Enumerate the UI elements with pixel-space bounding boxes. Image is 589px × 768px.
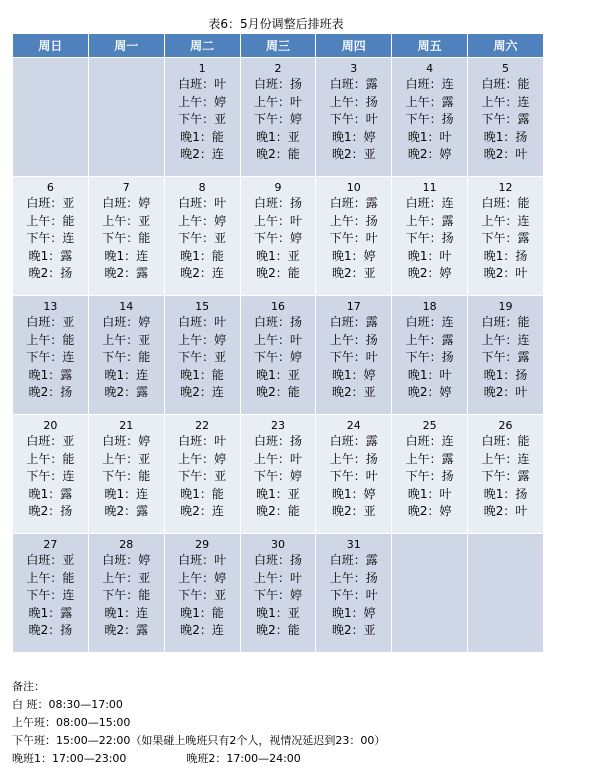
shift-assignment: 晚1：亚: [256, 486, 300, 501]
day-number: 4: [426, 62, 434, 75]
table-title: 表6：5月份调整后排班表: [208, 17, 344, 31]
shift-assignment: 晚1：叶: [407, 248, 452, 263]
shift-assignment: 上午：连: [481, 332, 530, 347]
shift-assignment: 白班：婷: [102, 434, 151, 448]
week-row: [13, 296, 544, 415]
shift-assignment: 白班：扬: [253, 196, 302, 210]
day-cell: [88, 415, 164, 534]
shift-assignment: 晚1：婷: [331, 486, 376, 501]
week-row: [13, 534, 544, 653]
shift-assignment: 上午：露: [405, 94, 454, 109]
note-afternoon-shift: 下午班：15:00—22:00（如果碰上晚班只有2个人，视情况延迟到23：00）: [12, 734, 386, 747]
day-number: 1: [198, 62, 206, 75]
day-number: 14: [119, 300, 134, 313]
day-cell: [88, 177, 164, 296]
day-cell: [240, 58, 316, 177]
shift-assignment: 白班：扬: [253, 553, 302, 567]
day-number: 15: [195, 300, 210, 313]
shift-assignment: 下午：叶: [329, 350, 378, 365]
note-day-shift: 白 班：08:30—17:00: [12, 698, 123, 711]
weekday-header: 周二: [164, 34, 240, 58]
day-number: 25: [422, 419, 437, 432]
empty-day-cell: [468, 534, 544, 653]
shift-assignment: 白班：亚: [26, 553, 75, 567]
day-cell: [13, 534, 89, 653]
shift-assignment: 上午：扬: [329, 332, 378, 347]
day-number: 23: [270, 419, 285, 432]
shift-assignment: 上午：露: [405, 213, 454, 228]
shift-assignment: 晚2：连: [180, 623, 224, 638]
shift-assignment: 下午：婷: [253, 469, 302, 484]
day-cell: [164, 415, 240, 534]
shift-assignment: 下午：露: [481, 231, 530, 246]
shift-assignment: 上午：扬: [329, 451, 378, 466]
shift-assignment: 晚2：叶: [483, 504, 528, 519]
shift-assignment: 晚2：连: [180, 266, 224, 281]
shift-assignment: 上午：能: [26, 570, 75, 585]
day-cell: [13, 177, 89, 296]
day-number: 21: [119, 419, 134, 432]
shift-assignment: 上午：叶: [253, 213, 302, 228]
weekday-header: 周日: [13, 34, 89, 58]
shift-assignment: 晚1：连: [104, 367, 149, 382]
day-number: 28: [119, 538, 134, 551]
shift-assignment: 晚2：露: [104, 385, 149, 400]
day-number: 30: [270, 538, 285, 551]
note-night2: 晚班2：17:00—24:00: [186, 752, 301, 765]
day-cell: [468, 58, 544, 177]
day-number: 6: [46, 181, 54, 194]
shift-assignment: 白班：连: [405, 196, 454, 210]
shift-assignment: 晚1：连: [104, 605, 149, 620]
shift-assignment: 上午：叶: [253, 451, 302, 466]
weekday-header-row: [13, 34, 544, 58]
day-cell: [240, 534, 316, 653]
shift-assignment: 上午：婷: [178, 570, 227, 585]
shift-assignment: 晚1：扬: [483, 248, 528, 263]
day-cell: [468, 177, 544, 296]
shift-assignment: 下午：婷: [253, 231, 302, 246]
day-number: 20: [43, 419, 58, 432]
shift-assignment: 晚1：露: [28, 248, 73, 263]
shift-assignment: 晚1：婷: [331, 605, 376, 620]
shift-assignment: 下午：露: [481, 350, 530, 365]
shift-assignment: 下午：叶: [329, 112, 378, 127]
shift-assignment: 白班：亚: [26, 315, 75, 329]
shift-assignment: 上午：连: [481, 213, 530, 228]
day-cell: [88, 534, 164, 653]
shift-assignment: 上午：露: [405, 451, 454, 466]
day-cell: [164, 534, 240, 653]
shift-assignment: 白班：露: [329, 315, 378, 329]
day-cell: [164, 58, 240, 177]
shift-assignment: 晚2：扬: [28, 266, 73, 281]
note-night-shifts: [12, 750, 385, 768]
shift-assignment: 白班：扬: [253, 77, 302, 91]
shift-assignment: 晚2：露: [104, 504, 149, 519]
shift-assignment: 下午：扬: [405, 350, 454, 365]
weekday-header: 周六: [468, 34, 544, 58]
shift-assignment: 白班：露: [329, 77, 378, 91]
day-number: 19: [498, 300, 513, 313]
shift-assignment: 下午：叶: [329, 588, 378, 603]
shift-assignment: 白班：婷: [102, 553, 151, 567]
notes-heading: 备注：: [12, 680, 45, 693]
shift-assignment: 晚1：露: [28, 605, 73, 620]
day-number: 18: [422, 300, 437, 313]
week-row: [13, 415, 544, 534]
shift-assignment: 上午：叶: [253, 570, 302, 585]
empty-day-cell: [392, 534, 468, 653]
shift-assignment: 下午：扬: [405, 469, 454, 484]
schedule-table: [12, 33, 544, 653]
shift-assignment: 晚2：能: [256, 623, 300, 638]
day-number: 2: [274, 62, 282, 75]
day-number: 16: [270, 300, 285, 313]
week-row: [13, 58, 544, 177]
shift-assignment: 晚1：扬: [483, 486, 528, 501]
shift-assignment: 白班：能: [481, 77, 530, 91]
shift-assignment: 晚1：亚: [256, 248, 300, 263]
day-cell: [13, 296, 89, 415]
shift-assignment: 晚2：连: [180, 504, 224, 519]
shift-assignment: 白班：叶: [178, 315, 227, 329]
day-number: 9: [274, 181, 282, 194]
shift-assignment: 白班：亚: [26, 196, 75, 210]
shift-assignment: 晚2：亚: [331, 266, 376, 281]
shift-assignment: 白班：露: [329, 434, 378, 448]
day-cell: [88, 296, 164, 415]
shift-assignment: 白班：连: [405, 434, 454, 448]
shift-assignment: 晚2：能: [256, 147, 300, 162]
shift-assignment: 下午：能: [102, 469, 151, 484]
shift-assignment: 晚2：连: [180, 147, 224, 162]
shift-assignment: 下午：连: [26, 588, 75, 603]
shift-assignment: 白班：叶: [178, 434, 227, 448]
shift-assignment: 下午：扬: [405, 112, 454, 127]
shift-assignment: 晚1：叶: [407, 486, 452, 501]
shift-assignment: 上午：叶: [253, 94, 302, 109]
shift-assignment: 上午：婷: [178, 94, 227, 109]
shift-assignment: 晚2：扬: [28, 623, 73, 638]
shift-assignment: 晚2：露: [104, 623, 149, 638]
shift-assignment: 白班：能: [481, 196, 530, 210]
shift-assignment: 下午：能: [102, 231, 151, 246]
day-number: 3: [350, 62, 358, 75]
shift-assignment: 下午：亚: [178, 588, 227, 603]
shift-assignment: 晚2：连: [180, 385, 224, 400]
shift-assignment: 下午：亚: [178, 112, 227, 127]
shift-assignment: 下午：婷: [253, 350, 302, 365]
day-number: 24: [346, 419, 361, 432]
empty-day-cell: [13, 58, 89, 177]
shift-assignment: 晚2：婷: [407, 266, 452, 281]
shift-assignment: 白班：连: [405, 77, 454, 91]
shift-assignment: 下午：叶: [329, 469, 378, 484]
day-cell: [468, 415, 544, 534]
shift-assignment: 白班：叶: [178, 196, 227, 210]
shift-assignment: 下午：露: [481, 112, 530, 127]
shift-assignment: 晚1：婷: [331, 248, 376, 263]
shift-assignment: 晚2：露: [104, 266, 149, 281]
shift-assignment: 下午：婷: [253, 588, 302, 603]
shift-assignment: 晚1：能: [180, 367, 224, 382]
day-cell: [392, 296, 468, 415]
shift-assignment: 上午：连: [481, 451, 530, 466]
shift-assignment: 晚1：能: [180, 248, 224, 263]
shift-assignment: 白班：扬: [253, 434, 302, 448]
shift-assignment: 晚2：扬: [28, 504, 73, 519]
shift-assignment: 白班：能: [481, 434, 530, 448]
shift-assignment: 上午：连: [481, 94, 530, 109]
shift-assignment: 上午：扬: [329, 570, 378, 585]
day-number: 26: [498, 419, 513, 432]
shift-assignment: 晚1：能: [180, 605, 224, 620]
day-number: 12: [498, 181, 513, 194]
shift-assignment: 白班：露: [329, 553, 378, 567]
day-number: 27: [43, 538, 58, 551]
day-number: 5: [502, 62, 510, 75]
day-number: 22: [195, 419, 210, 432]
shift-assignment: 晚2：叶: [483, 266, 528, 281]
shift-assignment: 晚1：亚: [256, 129, 300, 144]
day-number: 17: [346, 300, 361, 313]
notes-section: [12, 678, 385, 768]
shift-assignment: 晚1：婷: [331, 129, 376, 144]
shift-assignment: 晚1：连: [104, 248, 149, 263]
shift-assignment: 晚1：能: [180, 129, 224, 144]
shift-assignment: 上午：能: [26, 213, 75, 228]
shift-assignment: 白班：亚: [26, 434, 75, 448]
shift-assignment: 晚2：能: [256, 385, 300, 400]
shift-assignment: 白班：扬: [253, 315, 302, 329]
day-cell: [316, 534, 392, 653]
shift-assignment: 晚2：亚: [331, 147, 376, 162]
shift-assignment: 晚2：婷: [407, 385, 452, 400]
shift-assignment: 晚2：亚: [331, 623, 376, 638]
shift-assignment: 白班：叶: [178, 553, 227, 567]
day-cell: [316, 58, 392, 177]
day-number: 13: [43, 300, 58, 313]
shift-assignment: 白班：连: [405, 315, 454, 329]
shift-assignment: 白班：露: [329, 196, 378, 210]
shift-assignment: 上午：婷: [178, 451, 227, 466]
week-row: [13, 177, 544, 296]
shift-assignment: 上午：亚: [102, 570, 151, 585]
day-cell: [316, 415, 392, 534]
shift-assignment: 上午：亚: [102, 332, 151, 347]
shift-assignment: 晚1：露: [28, 367, 73, 382]
shift-assignment: 下午：亚: [178, 469, 227, 484]
shift-assignment: 晚2：扬: [28, 385, 73, 400]
shift-assignment: 晚2：能: [256, 504, 300, 519]
shift-assignment: 晚1：婷: [331, 367, 376, 382]
shift-assignment: 晚1：扬: [483, 129, 528, 144]
day-cell: [240, 415, 316, 534]
shift-assignment: 晚1：叶: [407, 129, 452, 144]
day-number: 10: [346, 181, 361, 194]
weekday-header: 周五: [392, 34, 468, 58]
shift-assignment: 晚2：能: [256, 266, 300, 281]
shift-assignment: 晚1：连: [104, 486, 149, 501]
shift-assignment: 下午：婷: [253, 112, 302, 127]
shift-assignment: 下午：亚: [178, 350, 227, 365]
shift-assignment: 晚2：亚: [331, 385, 376, 400]
calendar-body: [13, 58, 544, 653]
shift-assignment: 下午：亚: [178, 231, 227, 246]
day-cell: [316, 296, 392, 415]
shift-assignment: 晚2：婷: [407, 504, 452, 519]
note-morning-shift: 上午班：08:00—15:00: [12, 716, 131, 729]
day-cell: [392, 415, 468, 534]
shift-assignment: 白班：叶: [178, 77, 227, 91]
day-cell: [164, 296, 240, 415]
shift-assignment: 晚1：扬: [483, 367, 528, 382]
shift-assignment: 上午：婷: [178, 213, 227, 228]
shift-assignment: 上午：叶: [253, 332, 302, 347]
day-number: 11: [422, 181, 437, 194]
shift-assignment: 下午：扬: [405, 231, 454, 246]
day-cell: [468, 296, 544, 415]
shift-assignment: 上午：能: [26, 451, 75, 466]
day-cell: [392, 177, 468, 296]
shift-assignment: 上午：露: [405, 332, 454, 347]
weekday-header: 周三: [240, 34, 316, 58]
shift-assignment: 下午：能: [102, 350, 151, 365]
day-cell: [164, 177, 240, 296]
shift-assignment: 下午：连: [26, 350, 75, 365]
shift-assignment: 晚2：婷: [407, 147, 452, 162]
shift-assignment: 白班：婷: [102, 196, 151, 210]
weekday-header: 周一: [88, 34, 164, 58]
note-night1: 晚班1：17:00—23:00: [12, 752, 127, 765]
day-number: 31: [346, 538, 361, 551]
shift-assignment: 白班：婷: [102, 315, 151, 329]
shift-assignment: 上午：能: [26, 332, 75, 347]
day-cell: [392, 58, 468, 177]
shift-assignment: 上午：亚: [102, 213, 151, 228]
day-number: 7: [122, 181, 130, 194]
empty-day-cell: [88, 58, 164, 177]
weekday-header: 周四: [316, 34, 392, 58]
shift-assignment: 上午：扬: [329, 213, 378, 228]
shift-assignment: 晚1：能: [180, 486, 224, 501]
day-cell: [13, 415, 89, 534]
day-cell: [240, 177, 316, 296]
shift-assignment: 晚1：亚: [256, 605, 300, 620]
shift-assignment: 白班：能: [481, 315, 530, 329]
shift-assignment: 晚2：叶: [483, 147, 528, 162]
shift-assignment: 上午：亚: [102, 451, 151, 466]
shift-assignment: 晚2：亚: [331, 504, 376, 519]
day-number: 8: [198, 181, 206, 194]
shift-assignment: 上午：婷: [178, 332, 227, 347]
day-number: 29: [195, 538, 210, 551]
shift-assignment: 晚1：亚: [256, 367, 300, 382]
shift-assignment: 晚2：叶: [483, 385, 528, 400]
day-cell: [316, 177, 392, 296]
day-cell: [240, 296, 316, 415]
shift-assignment: 下午：露: [481, 469, 530, 484]
shift-assignment: 下午：连: [26, 231, 75, 246]
shift-assignment: 晚1：露: [28, 486, 73, 501]
shift-assignment: 下午：叶: [329, 231, 378, 246]
shift-assignment: 晚1：叶: [407, 367, 452, 382]
shift-assignment: 下午：连: [26, 469, 75, 484]
shift-assignment: 上午：扬: [329, 94, 378, 109]
shift-assignment: 下午：能: [102, 588, 151, 603]
